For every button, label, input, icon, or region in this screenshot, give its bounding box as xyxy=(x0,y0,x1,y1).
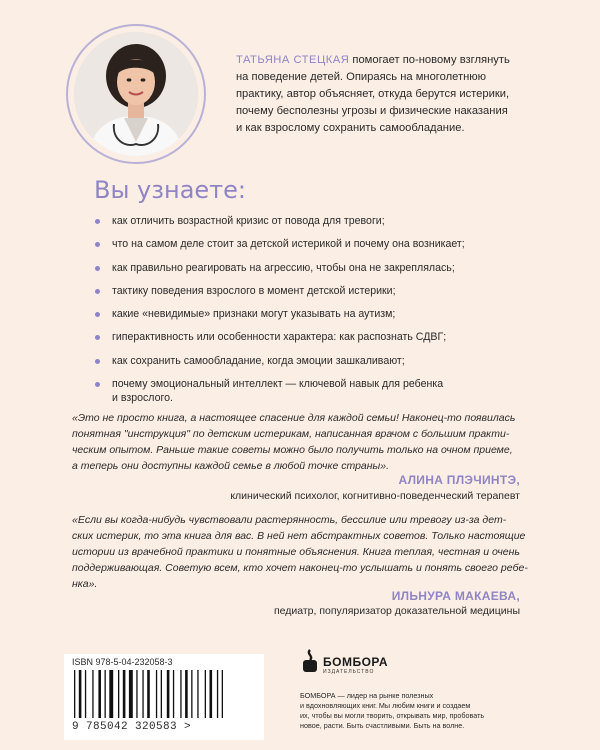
publisher-name: БОМБОРА xyxy=(323,655,389,669)
bio-line: практику, автор объясняет, откуда берутся истерики, xyxy=(236,88,510,100)
bullet-icon xyxy=(95,219,100,224)
list-item: какие «невидимые» признаки могут указывать на аутизм; xyxy=(94,307,524,321)
publisher-line: новое, расти. Быть счастливыми. Быть на волне. xyxy=(300,721,465,730)
bio-line: помогает по-новому взглянуть xyxy=(349,54,510,66)
publisher-line: их, чтобы вы могли творить, открывать мир, пробовать xyxy=(300,711,485,720)
barcode-icon xyxy=(72,670,258,720)
bullet-icon xyxy=(95,289,100,294)
learn-title: Вы узнаете: xyxy=(94,176,247,204)
list-item: тактику поведения взрослого в момент детской истерики; xyxy=(94,284,524,298)
author-photo xyxy=(74,32,198,156)
testimonial-quote xyxy=(72,512,532,592)
list-item: что на самом деле стоит за детской истерикой и почему она возникает; xyxy=(94,237,524,251)
quote-author: ИЛЬНУРА МАКАЕВА, xyxy=(391,589,520,603)
isbn-label: ISBN 978-5-04-232058-3 xyxy=(72,657,173,667)
quote-line: нка». xyxy=(72,578,98,590)
bullet-icon xyxy=(95,359,100,364)
testimonial-quote xyxy=(72,410,532,474)
quote-author-role: педиатр, популяризатор доказательной медицины xyxy=(273,605,520,617)
quote-line: а теперь они доступны каждой семье в любой точке страны». xyxy=(72,460,390,472)
list-item: как сохранить самообладание, когда эмоции зашкаливают; xyxy=(94,354,524,368)
bullet-icon xyxy=(95,382,100,387)
author-bio xyxy=(236,52,536,137)
quote-author: АЛИНА ПЛЭЧИНТЭ, xyxy=(398,473,520,487)
bullet-icon xyxy=(95,312,100,317)
publisher-line: и вдохновляющих книг. Мы любим книги и создаем xyxy=(300,701,471,710)
list-item: как отличить возрастной кризис от повода для тревоги; xyxy=(94,214,524,228)
learn-list xyxy=(94,214,524,414)
barcode-digits: 9 785042 320583 > xyxy=(72,721,192,733)
bombora-logo-icon xyxy=(300,648,320,674)
bullet-icon xyxy=(95,335,100,340)
quote-line: «Если вы когда-нибудь чувствовали растерянность, бессилие или тревогу из-за дет- xyxy=(72,514,507,526)
quote-author-role: клинический психолог, когнитивно-поведенческий терапевт xyxy=(230,490,520,502)
bio-line: почему бесполезны угрозы и физические наказания xyxy=(236,105,508,117)
bullet-icon xyxy=(95,266,100,271)
author-name: ТАТЬЯНА СТЕЦКАЯ xyxy=(236,54,350,66)
bullet-icon xyxy=(95,242,100,247)
quote-line: поддерживающая. Советую всем, кто хочет наконец-то услышать и понять своего ребе- xyxy=(72,562,528,574)
bio-line: и как взрослому сохранить самообладание. xyxy=(236,122,465,134)
bio-line: на поведение детей. Опираясь на многолетнюю xyxy=(236,71,487,83)
publisher-line: БОМБОРА — лидер на рынке полезных xyxy=(300,691,434,700)
publisher-description xyxy=(300,691,540,731)
quote-line: ских истерик, то эта книга для вас. В ней нет абстрактных советов. Только настоящие xyxy=(72,530,526,542)
list-item: почему эмоциональный интеллект — ключевой навык для ребенка и взрослого. xyxy=(94,377,524,405)
list-item: гиперактивность или особенности характера: как распознать СДВГ; xyxy=(94,330,524,344)
quote-line: ческим опытом. Раньше такие советы можно было получить только на очном приеме, xyxy=(72,444,513,456)
list-item: как правильно реагировать на агрессию, чтобы она не закреплялась; xyxy=(94,261,524,275)
quote-line: истории из врачебной практики и понятные объяснения. Книга теплая, честная и очень xyxy=(72,546,520,558)
publisher-subtitle: ИЗДАТЕЛЬСТВО xyxy=(323,669,375,675)
quote-line: понятная "инструкция" по детским истерикам, написанная врачом с большим практи- xyxy=(72,428,510,440)
quote-line: «Это не просто книга, а настоящее спасение для каждой семьи! Наконец-то появилась xyxy=(72,412,516,424)
